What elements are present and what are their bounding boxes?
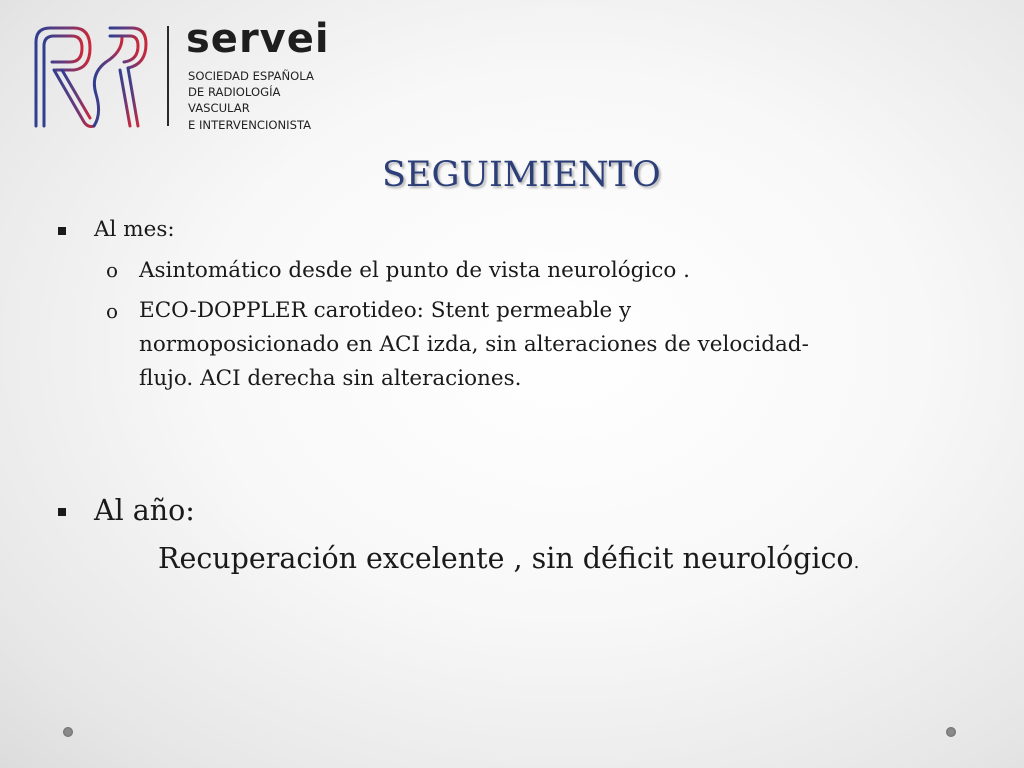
detail-text: Recuperación excelente , sin déficit neurológico: [158, 542, 854, 575]
bullet-circle-icon: o: [106, 299, 119, 323]
logo-wordmark: servei: [186, 16, 330, 62]
logo-line-1: SOCIEDAD ESPAÑOLA: [188, 69, 314, 83]
section-heading-ano: Al año:: [94, 494, 195, 527]
rvi-logo-mark-icon: [30, 22, 152, 130]
list-item-continuation: flujo. ACI derecha sin alteraciones.: [139, 366, 522, 391]
logo-line-3: VASCULAR: [188, 101, 250, 116]
bullet-square-icon: [58, 227, 66, 235]
bullet-circle-icon: o: [106, 258, 119, 282]
decorative-dot-right: [946, 727, 956, 737]
bullet-square-icon: [58, 508, 66, 516]
decorative-dot-left: [63, 727, 73, 737]
logo-divider: [167, 26, 169, 126]
list-item-continuation: normoposicionado en ACI izda, sin alteraciones de velocidad-: [139, 332, 809, 357]
list-item: Asintomático desde el punto de vista neurológico .: [139, 258, 690, 283]
servei-logo: [30, 16, 350, 132]
list-item: ECO-DOPPLER carotideo: Stent permeable y: [139, 298, 632, 323]
detail-period: .: [853, 552, 860, 573]
section-detail-ano: [158, 542, 859, 575]
slide-title: SEGUIMIENTO: [382, 155, 661, 195]
logo-line-2: DE RADIOLOGÍA: [188, 85, 281, 100]
logo-subtitle: [188, 68, 314, 133]
logo-line-4: E INTERVENCIONISTA: [188, 117, 312, 132]
section-heading-mes: Al mes:: [94, 217, 175, 242]
